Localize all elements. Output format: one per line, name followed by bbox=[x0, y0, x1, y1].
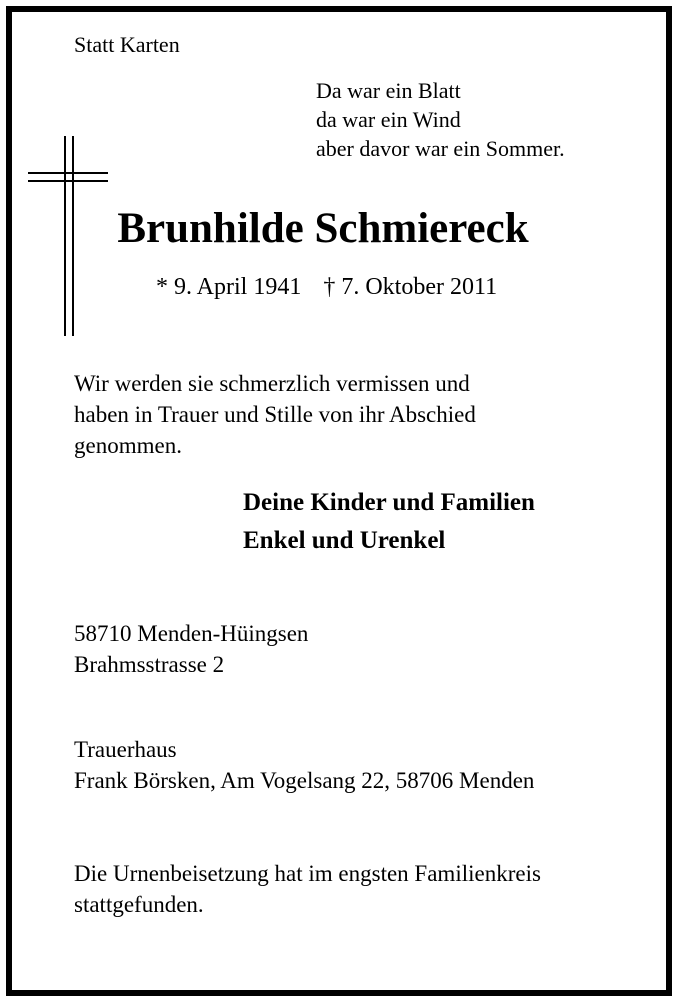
condolence-message bbox=[74, 368, 476, 461]
closing-note bbox=[74, 858, 541, 920]
poem-line: Da war ein Blatt bbox=[316, 78, 461, 103]
death-date: † 7. Oktober 2011 bbox=[323, 274, 498, 300]
deceased-name: Brunhilde Schmiereck bbox=[117, 205, 529, 252]
funeral-home-line: Trauerhaus bbox=[74, 737, 177, 762]
funeral-home-line: Frank Börsken, Am Vogelsang 22, 58706 Menden bbox=[74, 768, 535, 793]
closing-line: stattgefunden. bbox=[74, 892, 204, 917]
life-dates bbox=[156, 274, 497, 301]
family-line: Enkel und Urenkel bbox=[243, 527, 446, 554]
message-line: genommen. bbox=[74, 433, 182, 458]
family-signature bbox=[243, 484, 535, 560]
message-line: Wir werden sie schmerzlich vermissen und bbox=[74, 371, 470, 396]
family-line: Deine Kinder und Familien bbox=[243, 489, 535, 516]
poem-line: aber davor war ein Sommer. bbox=[316, 136, 565, 161]
poem-line: da war ein Wind bbox=[316, 107, 461, 132]
poem bbox=[316, 76, 565, 163]
header-text: Statt Karten bbox=[74, 32, 180, 57]
address-line: Brahmsstrasse 2 bbox=[74, 652, 225, 677]
message-line: haben in Trauer und Stille von ihr Abschied bbox=[74, 402, 476, 427]
funeral-home bbox=[74, 734, 534, 796]
address bbox=[74, 618, 308, 680]
closing-line: Die Urnenbeisetzung hat im engsten Familienkreis bbox=[74, 861, 541, 886]
deceased-name-row bbox=[0, 204, 676, 253]
birth-date: * 9. April 1941 bbox=[156, 274, 302, 300]
address-line: 58710 Menden-Hüingsen bbox=[74, 621, 309, 646]
